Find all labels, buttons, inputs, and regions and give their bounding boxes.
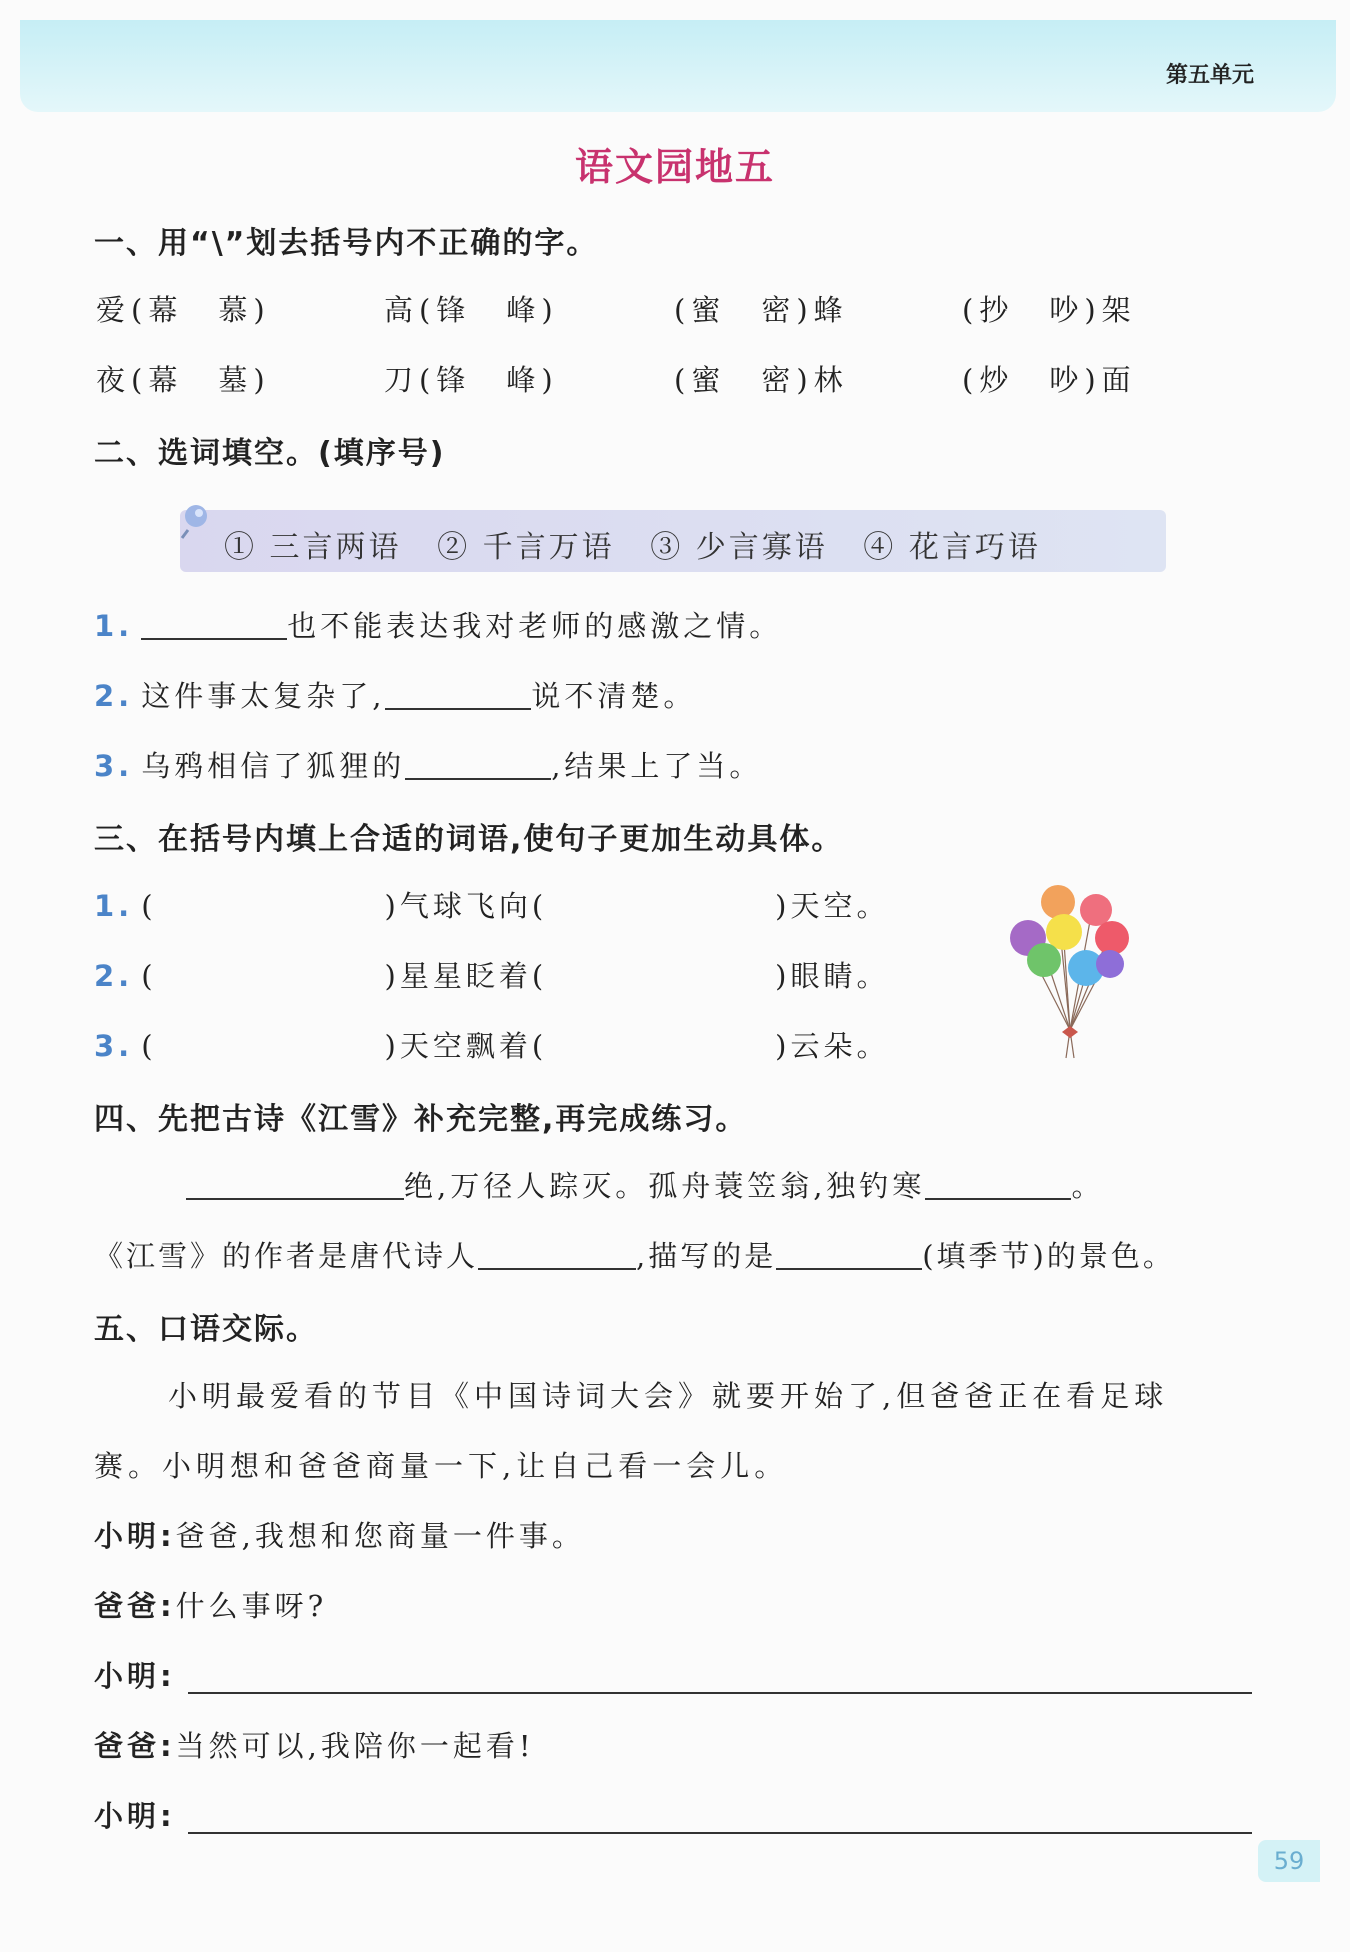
dialogue-text: 爸爸,我想和您商量一件事。 bbox=[175, 1519, 585, 1553]
section5-heading: 五、口语交际。 bbox=[94, 1312, 318, 1347]
header-band bbox=[20, 20, 1336, 112]
section1-cell: (蜜 密)蜂 bbox=[674, 293, 849, 327]
item-text: )云朵。 bbox=[775, 1029, 890, 1063]
item-text: )天空飘着( bbox=[384, 1029, 548, 1063]
dialogue-text: 当然可以,我陪你一起看! bbox=[175, 1729, 535, 1763]
answer-line[interactable] bbox=[188, 1832, 1252, 1834]
paren-open: ( bbox=[141, 959, 157, 993]
item-number: 3. bbox=[94, 749, 134, 783]
speaker-label: 小明: bbox=[94, 1519, 176, 1553]
poem-text: 绝,万径人踪灭。孤舟蓑笠翁,独钓寒 bbox=[404, 1169, 926, 1203]
item-text: ,结果上了当。 bbox=[551, 749, 763, 783]
item-text: )星星眨着( bbox=[384, 959, 548, 993]
item-text: 乌鸦相信了狐狸的 bbox=[141, 749, 406, 783]
answer-blank[interactable] bbox=[925, 1197, 1071, 1200]
answer-line[interactable] bbox=[188, 1692, 1252, 1694]
speaker-label: 爸爸: bbox=[94, 1729, 176, 1763]
section2-item bbox=[94, 604, 782, 645]
question-text: 《江雪》的作者是唐代诗人 bbox=[94, 1239, 479, 1273]
section2-item bbox=[94, 744, 762, 785]
item-text: 这件事太复杂了, bbox=[141, 679, 386, 713]
paragraph-line: 小明最爱看的节目《中国诗词大会》就要开始了,但爸爸正在看足球 bbox=[168, 1379, 1169, 1413]
poem-line bbox=[186, 1164, 1104, 1205]
page-number: 59 bbox=[1258, 1840, 1320, 1882]
item-number: 1. bbox=[94, 609, 134, 643]
item-number: 3. bbox=[94, 1029, 134, 1063]
question-text: ,描写的是 bbox=[636, 1239, 777, 1273]
word-option: ① 三言两语 bbox=[224, 530, 402, 565]
section2-item bbox=[94, 674, 696, 715]
speaker-label: 爸爸: bbox=[94, 1589, 176, 1623]
item-number: 2. bbox=[94, 959, 134, 993]
dialogue-line bbox=[94, 1654, 176, 1695]
answer-blank[interactable] bbox=[478, 1267, 636, 1270]
section1-cell: 刀(锋 峰) bbox=[384, 363, 559, 397]
paren-open: ( bbox=[141, 1029, 157, 1063]
section3-item bbox=[94, 954, 890, 995]
item-text: )气球飞向( bbox=[384, 889, 548, 923]
poem-question bbox=[94, 1234, 1175, 1275]
paren-open: ( bbox=[141, 889, 157, 923]
answer-blank[interactable] bbox=[186, 1197, 404, 1200]
poem-text: 。 bbox=[1071, 1169, 1105, 1203]
unit-label: 第五单元 bbox=[1165, 63, 1254, 88]
section3-item bbox=[94, 1024, 890, 1065]
answer-blank[interactable] bbox=[385, 707, 531, 710]
section3-item bbox=[94, 884, 890, 925]
answer-blank[interactable] bbox=[141, 637, 287, 640]
item-text: 说不清楚。 bbox=[531, 679, 697, 713]
section1-cell: (蜜 密)林 bbox=[674, 363, 849, 397]
word-option: ③ 少言寡语 bbox=[650, 530, 828, 565]
balloons-illustration bbox=[1000, 880, 1140, 1060]
item-text: )天空。 bbox=[775, 889, 890, 923]
section1-cell: (炒 吵)面 bbox=[962, 363, 1137, 397]
item-text: 也不能表达我对老师的感激之情。 bbox=[287, 609, 783, 643]
dialogue-line bbox=[94, 1514, 585, 1555]
section4-heading: 四、先把古诗《江雪》补充完整,再完成练习。 bbox=[94, 1102, 748, 1137]
section1-cell: (抄 吵)架 bbox=[962, 293, 1137, 327]
dialogue-line bbox=[94, 1584, 327, 1625]
section1-cell: 高(锋 峰) bbox=[384, 293, 559, 327]
section2-heading: 二、选词填空。(填序号) bbox=[94, 436, 446, 471]
item-number: 2. bbox=[94, 679, 134, 713]
word-options-box bbox=[180, 510, 1166, 572]
speaker-label: 小明: bbox=[94, 1799, 176, 1833]
dialogue-line bbox=[94, 1724, 534, 1765]
dialogue-line bbox=[94, 1794, 176, 1835]
item-text: )眼睛。 bbox=[775, 959, 890, 993]
section1-heading: 一、用“\”划去括号内不正确的字。 bbox=[94, 226, 599, 261]
paragraph-line: 赛。小明想和爸爸商量一下,让自己看一会儿。 bbox=[94, 1449, 789, 1483]
page-title: 语文园地五 bbox=[574, 145, 775, 189]
question-text: (填季节)的景色。 bbox=[922, 1239, 1175, 1273]
speaker-label: 小明: bbox=[94, 1659, 176, 1693]
section3-heading: 三、在括号内填上合适的词语,使句子更加生动具体。 bbox=[94, 822, 844, 857]
answer-blank[interactable] bbox=[405, 777, 551, 780]
item-number: 1. bbox=[94, 889, 134, 923]
answer-blank[interactable] bbox=[776, 1267, 922, 1270]
section1-cell: 爱(幕 慕) bbox=[96, 293, 271, 327]
dialogue-text: 什么事呀? bbox=[175, 1589, 328, 1623]
word-option: ④ 花言巧语 bbox=[863, 530, 1041, 565]
section1-cell: 夜(幕 墓) bbox=[96, 363, 271, 397]
word-option: ② 千言万语 bbox=[437, 530, 615, 565]
pushpin-icon bbox=[178, 500, 214, 540]
